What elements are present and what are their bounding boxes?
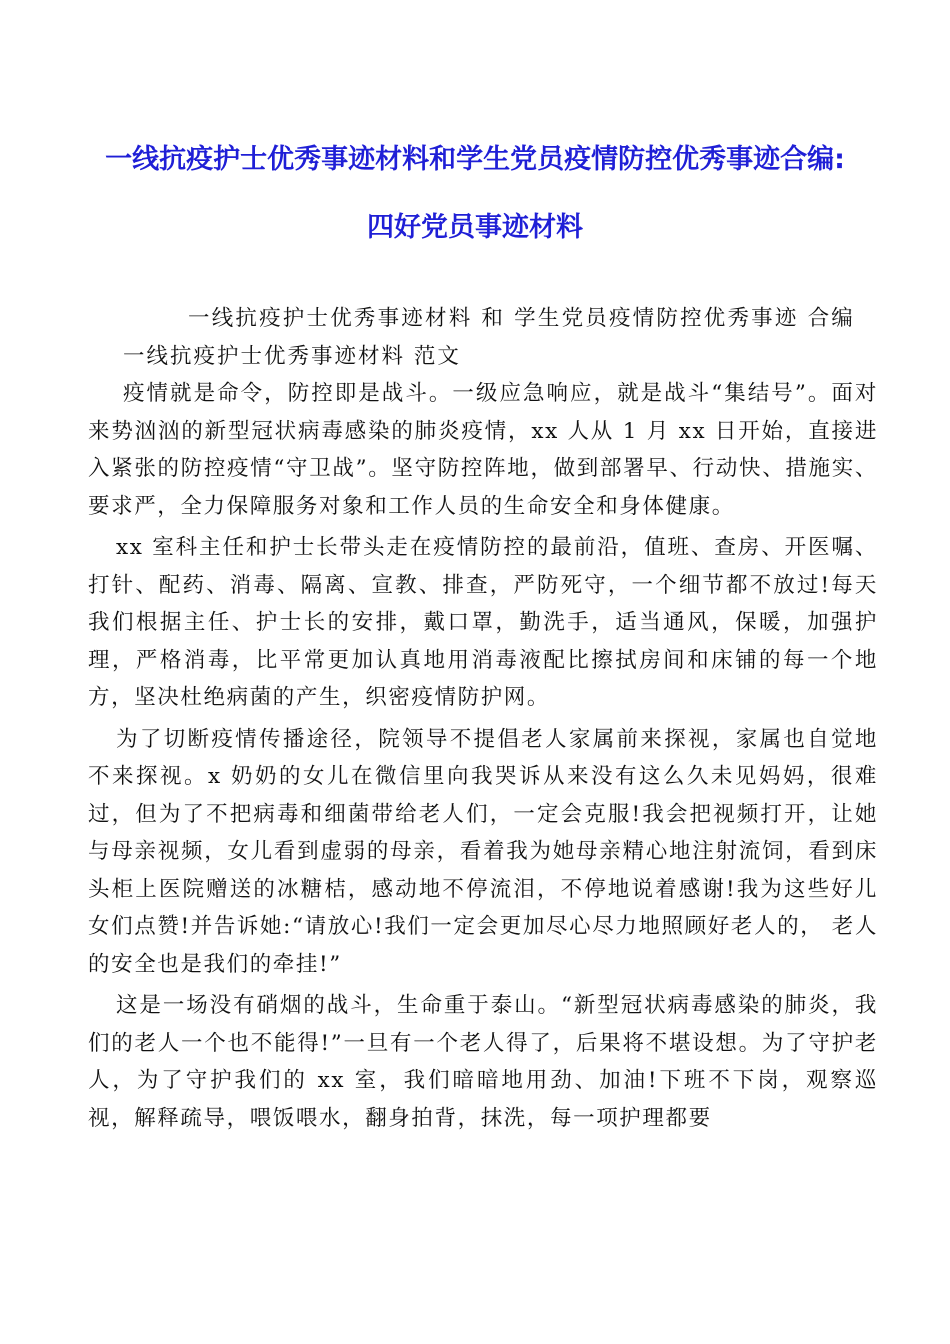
document-title-line-1: 一线抗疫护士优秀事迹材料和学生党员疫情防控优秀事迹合编: — [105, 144, 845, 175]
document-title-line-2: 四好党员事迹材料 — [367, 212, 583, 243]
document-subtitle: 一线抗疫护士优秀事迹材料 和 学生党员疫情防控优秀事迹 合编 — [188, 306, 856, 331]
paragraph-1: 疫情就是命令，防控即是战斗。一级应急响应，就是战斗“集结号”。面对来势汹汹的新型冠状病毒感染的肺炎疫情，xx 人从 1 月 xx 日开始，直接进入紧张的防控疫情“守卫战”。坚守防控阵地，做到部署早、行动快、措施实、要求严，全力保障服务对象和工作人员的生命安全和身体健康。 — [88, 381, 878, 519]
document-body — [88, 300, 878, 1137]
section-heading: 一线抗疫护士优秀事迹材料 范文 — [123, 343, 461, 369]
paragraph-3: 为了切断疫情传播途径，院领导不提倡老人家属前来探视，家属也自觉地不来探视。x 奶奶的女儿在微信里向我哭诉从来没有这么久未见妈妈，很难过，但为了不把病毒和细菌带给老人们，一定会克服!我会把视频打开，让她与母亲视频，女儿看到虚弱的母亲，看着我为她母亲精心地注射流饲，看到床头柜上医院赠送的冰糖桔，感动地不停流泪，不停地说着感谢!我为这些好儿女们点赞!并告诉她:“请放心!我们一定会更加尽心尽力地照顾好老人的， 老人的安全也是我们的牵挂!” — [88, 726, 878, 977]
paragraph-4: 这是一场没有硝烟的战斗，生命重于泰山。“新型冠状病毒感染的肺炎，我们的老人一个也不能得!”一旦有一个老人得了，后果将不堪设想。为了守护老人，为了守护我们的 xx 室，我们暗暗地用劲、加油!下班不下岗，观察巡视，解释疏导，喂饭喂水，翻身拍背，抹洗，每一项护理都要 — [88, 993, 878, 1131]
paragraph-2: xx 室科主任和护士长带头走在疫情防控的最前沿，值班、查房、开医嘱、打针、配药、消毒、隔离、宣教、排查，严防死守，一个细节都不放过!每天我们根据主任、护士长的安排，戴口罩，勤洗手，适当通风，保暖，加强护理，严格消毒，比平常更加认真地用消毒液配比擦拭房间和床铺的每一个地方，坚决杜绝病菌的产生，织密疫情防护网。 — [88, 535, 878, 710]
